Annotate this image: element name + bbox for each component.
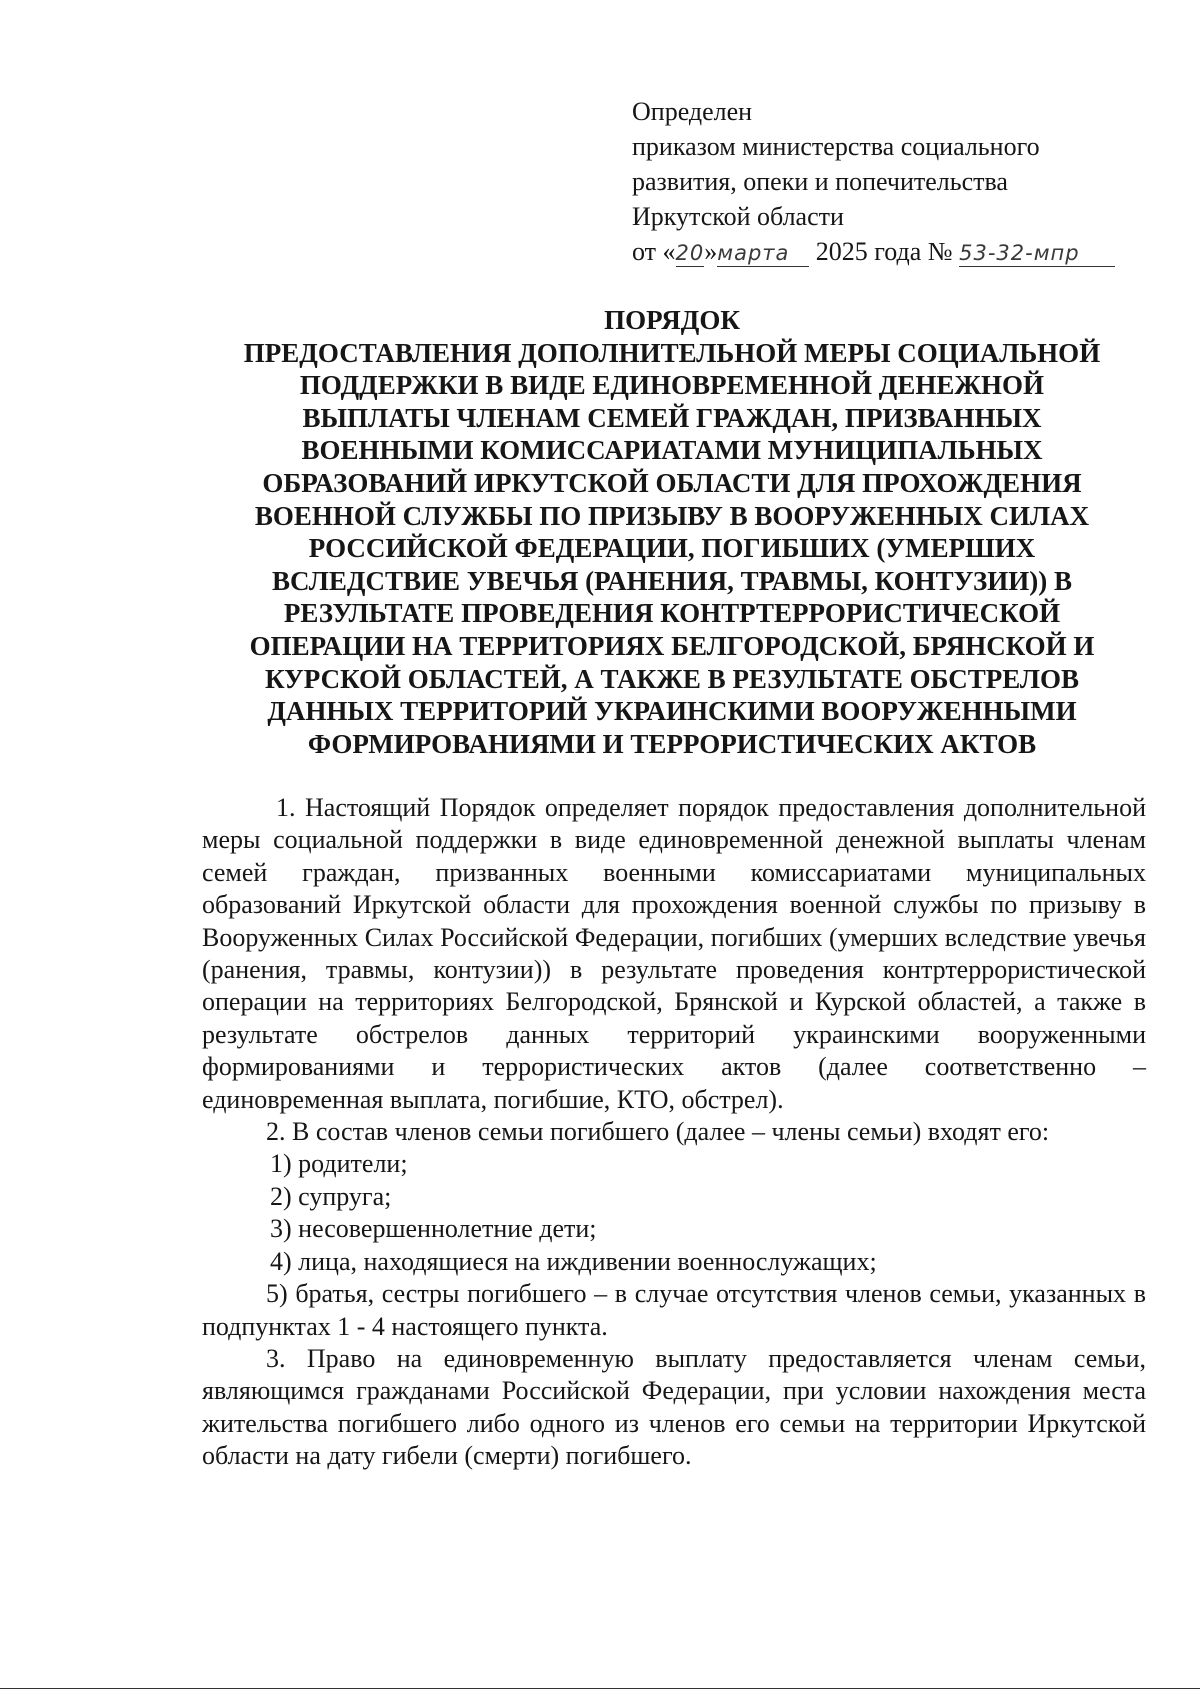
paragraph-2: 2. В состав членов семьи погибшего (далее – члены семьи) входят его: xyxy=(266,1117,1050,1147)
approval-date-line xyxy=(632,234,1172,269)
title-line: ОБРАЗОВАНИЙ ИРКУТСКОЙ ОБЛАСТИ ДЛЯ ПРОХОЖДЕНИЯ xyxy=(262,467,1082,498)
list-item: 1) родители; xyxy=(270,1149,408,1179)
approval-line-4: Иркутской области xyxy=(632,202,844,231)
title-line: РОССИЙСКОЙ ФЕДЕРАЦИИ, ПОГИБШИХ (УМЕРШИХ xyxy=(308,533,1036,564)
handwritten-day: 20 xyxy=(675,241,705,265)
title-line: ОПЕРАЦИИ НА ТЕРРИТОРИЯХ БЕЛГОРОДСКОЙ, БРЯНСКОЙ И xyxy=(249,630,1095,661)
approval-line-1: Определен xyxy=(632,97,753,126)
title-line: ВОЕННОЙ СЛУЖБЫ ПО ПРИЗЫВУ В ВООРУЖЕННЫХ СИЛАХ xyxy=(254,500,1090,531)
title-line: ПОРЯДОК xyxy=(604,305,740,335)
date-prefix: от « xyxy=(632,237,676,266)
date-year: 2025 года № xyxy=(809,237,960,266)
paragraph-3: 3. Право на единовременную выплату предоставляется членам семьи, являющимся гражданами Российской Федерации, при условии нахождения места жительства погибшего либо одного из членов его семьи на территории Иркутской области на дату гибели (смерти) погибшего. xyxy=(202,1343,1146,1471)
approval-block xyxy=(632,94,1172,269)
list-item: 3) несовершеннолетние дети; xyxy=(270,1214,597,1244)
title-line: ПОДДЕРЖКИ В ВИДЕ ЕДИНОВРЕМЕННОЙ ДЕНЕЖНОЙ xyxy=(299,370,1045,401)
list-item: 4) лица, находящиеся на иждивении военнослужащих; xyxy=(270,1246,877,1276)
handwritten-month: марта xyxy=(717,240,809,267)
title-line: ВСЛЕДСТВИЕ УВЕЧЬЯ (РАНЕНИЯ, ТРАВМЫ, КОНТУЗИИ)) В xyxy=(271,565,1073,596)
title-line: ФОРМИРОВАНИЯМИ И ТЕРРОРИСТИЧЕСКИХ АКТОВ xyxy=(307,728,1037,759)
document-body xyxy=(202,792,1146,1473)
page-bottom-rule xyxy=(0,1688,1200,1689)
approval-line-2: приказом министерства социального xyxy=(632,132,1040,161)
handwritten-number: 53-32-мпр xyxy=(959,240,1115,267)
title-line: РЕЗУЛЬТАТЕ ПРОВЕДЕНИЯ КОНТРТЕРРОРИСТИЧЕСКОЙ xyxy=(283,598,1061,629)
document-title xyxy=(212,304,1132,760)
title-line: ВЫПЛАТЫ ЧЛЕНАМ СЕМЕЙ ГРАЖДАН, ПРИЗВАННЫХ xyxy=(302,402,1042,433)
list-item: 2) супруга; xyxy=(270,1181,392,1211)
approval-line-3: развития, опеки и попечительства xyxy=(632,167,1008,196)
title-line: КУРСКОЙ ОБЛАСТЕЙ, А ТАКЖЕ В РЕЗУЛЬТАТЕ ОБСТРЕЛОВ xyxy=(264,663,1080,694)
paragraph-1: 1. Настоящий Порядок определяет порядок предоставления дополнительной меры социальной поддержки в виде единовременной денежной выплаты членам семей граждан, призванных военными комиссариатами муниципальных образований Иркутской области для прохождения военной службы по призыву в Вооруженных Силах Российской Федерации, погибших (умерших вследствие увечья (ранения, травмы, контузии)) в результате проведения контртеррористической операции на территориях Белгородской, Брянской и Курской областей, а также в результате обстрелов данных территорий украинскими вооруженными формированиями и террористических актов (далее соответственно – единовременная выплата, погибшие, КТО, обстрел). xyxy=(202,793,1146,1114)
list-item-5: 5) братья, сестры погибшего – в случае отсутствия членов семьи, указанных в подпунктах 1 - 4 настоящего пункта. xyxy=(202,1279,1146,1341)
title-line: ПРЕДОСТАВЛЕНИЯ ДОПОЛНИТЕЛЬНОЙ МЕРЫ СОЦИАЛЬНОЙ xyxy=(243,337,1101,368)
title-line: ДАННЫХ ТЕРРИТОРИЙ УКРАИНСКИМИ ВООРУЖЕННЫМИ xyxy=(267,696,1077,727)
title-line: ВОЕННЫМИ КОМИССАРИАТАМИ МУНИЦИПАЛЬНЫХ xyxy=(301,435,1043,466)
date-day-close: » xyxy=(704,237,718,266)
